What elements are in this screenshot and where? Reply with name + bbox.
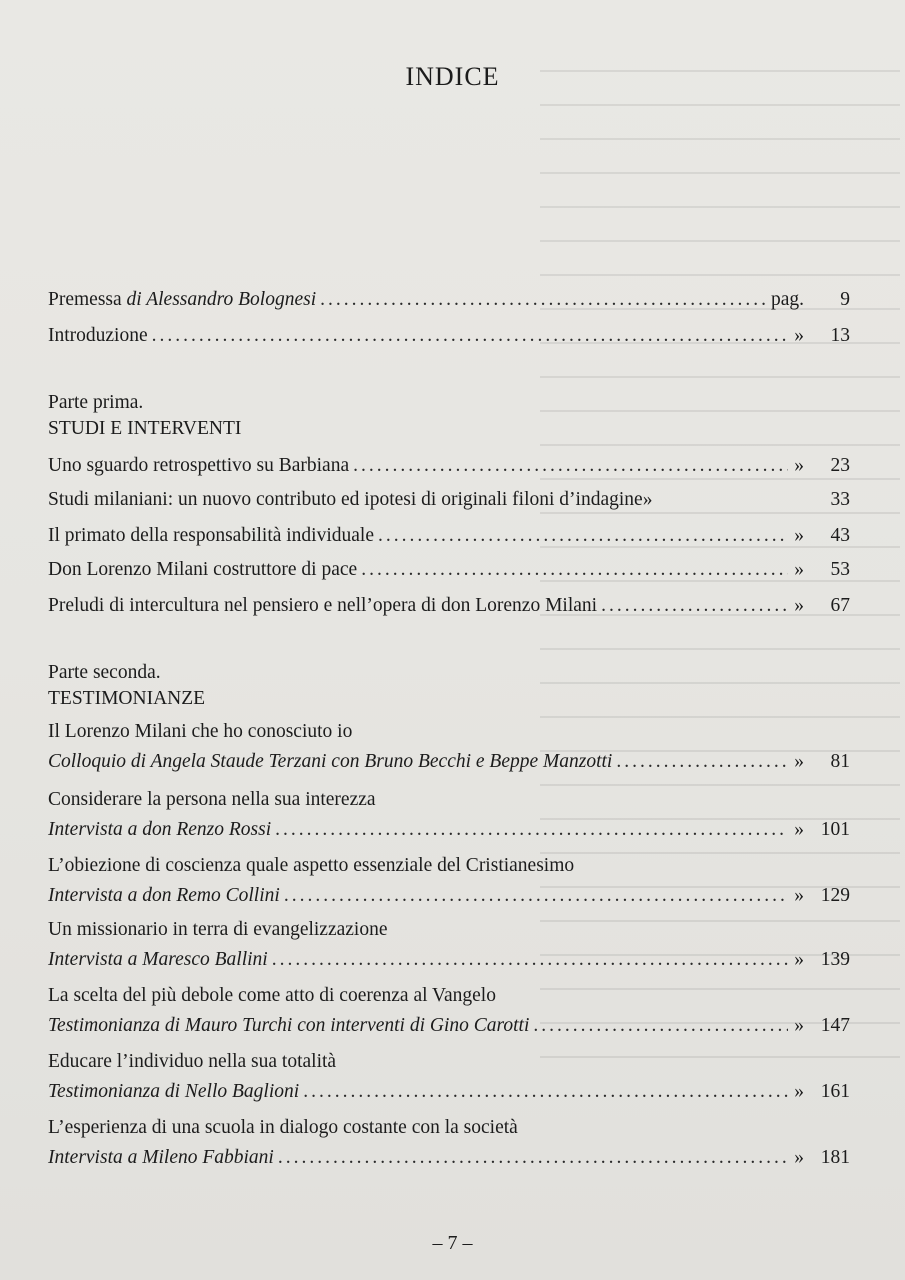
toc-entry — [48, 558, 850, 588]
page-marker: » — [794, 1081, 804, 1102]
entry-title: Introduzione — [48, 325, 148, 346]
entry-title: La scelta del più debole come atto di coerenza al Vangelo — [48, 985, 496, 1006]
part1-heading: STUDI E INTERVENTI — [48, 418, 242, 439]
dot-leader — [601, 594, 788, 618]
toc-entry-introduzione — [48, 324, 850, 354]
dot-leader — [378, 524, 788, 548]
dot-leader — [275, 818, 788, 842]
toc-entry — [48, 488, 850, 518]
page-title: INDICE — [405, 62, 500, 91]
toc-entry — [48, 594, 850, 624]
page-number: 53 — [830, 559, 850, 580]
entry-title: Don Lorenzo Milani costruttore di pace — [48, 559, 358, 580]
page-number: 9 — [840, 289, 850, 310]
page-marker: » — [794, 1015, 804, 1036]
part2-heading: TESTIMONIANZE — [48, 688, 206, 709]
dot-leader — [152, 324, 789, 348]
entry-title: Educare l’individuo nella sua totalità — [48, 1051, 337, 1072]
dot-leader — [616, 750, 788, 774]
toc-entry — [48, 854, 850, 914]
page-marker: » — [794, 525, 804, 546]
dot-leader — [303, 1080, 788, 1104]
page-marker: » — [794, 949, 804, 970]
page-marker: » — [794, 1147, 804, 1168]
dot-leader — [278, 1146, 788, 1170]
entry-title: Uno sguardo retrospettivo su Barbiana — [48, 455, 350, 476]
dot-leader — [320, 288, 765, 312]
page-marker: pag. — [770, 289, 804, 310]
page-number: 129 — [820, 885, 850, 906]
page-marker: » — [794, 455, 804, 476]
page-marker: » — [642, 489, 653, 510]
entry-title: Considerare la persona nella sua interezza — [48, 789, 376, 810]
page-number: 147 — [820, 1015, 850, 1036]
dot-leader — [533, 1014, 788, 1038]
page-number: 161 — [820, 1081, 850, 1102]
entry-title: Premessa di Alessandro Bolognesi — [48, 289, 317, 310]
toc-entry-premessa — [48, 288, 850, 318]
toc-entry — [48, 788, 850, 848]
page-marker: » — [794, 559, 804, 580]
part2-label: Parte seconda. — [48, 662, 161, 683]
dot-leader — [284, 884, 788, 908]
dot-leader — [353, 454, 788, 478]
page-number: 23 — [830, 455, 850, 476]
toc-entry — [48, 524, 850, 554]
entry-title: L’esperienza di una scuola in dialogo costante con la società — [48, 1117, 518, 1138]
page-number: 101 — [820, 819, 850, 840]
dot-leader — [272, 948, 789, 972]
page-number: 43 — [830, 525, 850, 546]
toc-entry — [48, 1116, 850, 1176]
page-marker: » — [794, 819, 804, 840]
dot-leader — [361, 558, 788, 582]
entry-subtitle: Intervista a don Remo Collini — [48, 885, 280, 906]
entry-title: Un missionario in terra di evangelizzazione — [48, 919, 388, 940]
page-number: 67 — [830, 595, 850, 616]
page-number: 81 — [830, 751, 850, 772]
toc-entry — [48, 1050, 850, 1110]
entry-subtitle: Intervista a Maresco Ballini — [48, 949, 268, 970]
toc-entry — [48, 720, 850, 780]
page-number: 139 — [820, 949, 850, 970]
entry-subtitle: Testimonianza di Nello Baglioni — [48, 1081, 300, 1102]
toc-entry — [48, 918, 850, 978]
entry-title: Il Lorenzo Milani che ho conosciuto io — [48, 721, 353, 742]
page-marker: » — [794, 885, 804, 906]
entry-title: Preludi di intercultura nel pensiero e nell’opera di don Lorenzo Milani — [48, 595, 598, 616]
part1-label: Parte prima. — [48, 392, 144, 413]
toc-entry — [48, 984, 850, 1044]
entry-subtitle: Testimonianza di Mauro Turchi con interventi di Gino Carotti — [48, 1015, 530, 1036]
page-marker: » — [794, 325, 804, 346]
entry-title: Studi milaniani: un nuovo contributo ed ipotesi di originali filoni d’indagine — [48, 489, 643, 510]
entry-title: Il primato della responsabilità individuale — [48, 525, 374, 546]
entry-subtitle: Intervista a don Renzo Rossi — [48, 819, 272, 840]
page-number: 181 — [820, 1147, 850, 1168]
page-marker: » — [794, 595, 804, 616]
toc-entry — [48, 454, 850, 484]
page-marker: » — [794, 751, 804, 772]
page-footer-number: – 7 – — [432, 1232, 473, 1254]
entry-subtitle: Intervista a Mileno Fabbiani — [48, 1147, 274, 1168]
page-number: 33 — [830, 489, 850, 510]
entry-title: L’obiezione di coscienza quale aspetto essenziale del Cristianesimo — [48, 855, 575, 876]
entry-subtitle: Colloquio di Angela Staude Terzani con Bruno Becchi e Beppe Manzotti — [48, 751, 613, 772]
page-number: 13 — [830, 325, 850, 346]
